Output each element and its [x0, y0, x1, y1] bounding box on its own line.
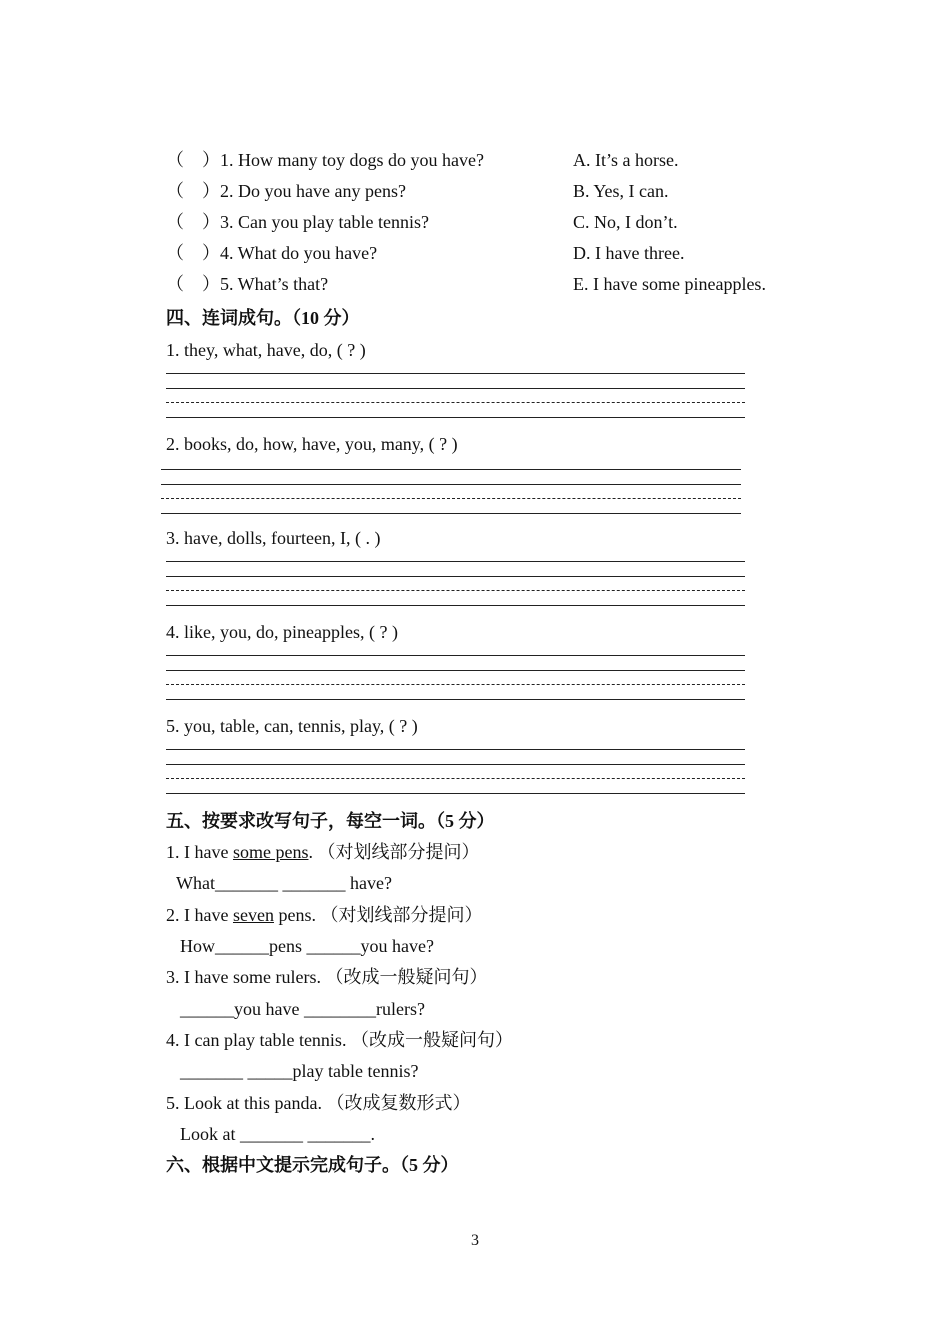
question-text: 2. Do you have any pens? — [220, 181, 406, 201]
writing-line-bottom[interactable] — [166, 417, 745, 418]
section-5-title: 五、按要求改写句子，每空一词。（5 分） — [166, 811, 495, 831]
writing-line[interactable] — [161, 484, 741, 485]
answer-parentheses[interactable]: （ ） — [166, 243, 220, 263]
word-order-item-4: 4. like, you, do, pineapples, ( ? ) — [166, 622, 398, 642]
section-4-title: 四、连词成句。（10 分） — [166, 308, 360, 328]
underlined-phrase: seven — [232, 905, 274, 925]
word-order-item-1: 1. they, what, have, do, ( ? ) — [166, 340, 366, 360]
writing-line-top[interactable] — [166, 373, 745, 374]
rewrite-question-3: 3. I have some rulers. （改成一般疑问句） — [166, 967, 488, 987]
question-text: 1. I have — [166, 842, 233, 862]
question-text: 1. How many toy dogs do you have? — [220, 150, 484, 170]
rewrite-question-2 — [166, 904, 482, 926]
question-text: 2. I have — [166, 905, 233, 925]
rewrite-answer-1[interactable]: What_______ _______ have? — [176, 873, 392, 893]
matching-answer-a: A. It’s a horse. — [573, 150, 679, 170]
question-text: 5. What’s that? — [220, 274, 329, 294]
question-instruction: . （对划线部分提问） — [308, 842, 480, 862]
question-instruction: pens. （对划线部分提问） — [273, 905, 483, 925]
writing-line[interactable] — [166, 388, 745, 389]
writing-line-top[interactable] — [166, 749, 745, 750]
rewrite-question-5: 5. Look at this panda. （改成复数形式） — [166, 1093, 471, 1113]
writing-line-dashed[interactable] — [166, 778, 745, 779]
writing-line-dashed[interactable] — [166, 590, 745, 591]
underlined-phrase: some pens — [232, 842, 309, 862]
matching-question-4 — [166, 242, 377, 264]
rewrite-question-1 — [166, 841, 479, 863]
rewrite-question-4: 4. I can play table tennis. （改成一般疑问句） — [166, 1030, 513, 1050]
matching-question-2 — [166, 180, 406, 202]
answer-parentheses[interactable]: （ ） — [166, 181, 220, 201]
matching-question-5 — [166, 273, 328, 295]
matching-question-3 — [166, 211, 429, 233]
answer-parentheses[interactable]: （ ） — [166, 212, 220, 232]
writing-line-bottom[interactable] — [166, 605, 745, 606]
writing-line[interactable] — [166, 670, 745, 671]
answer-parentheses[interactable]: （ ） — [166, 150, 220, 170]
writing-line-bottom[interactable] — [166, 793, 745, 794]
writing-line-bottom[interactable] — [161, 513, 741, 514]
word-order-item-3: 3. have, dolls, fourteen, I, ( . ) — [166, 528, 381, 548]
matching-answer-b: B. Yes, I can. — [573, 181, 669, 201]
page-number: 3 — [471, 1232, 479, 1249]
writing-line-dashed[interactable] — [166, 684, 745, 685]
matching-answer-e: E. I have some pineapples. — [573, 274, 766, 294]
rewrite-answer-5[interactable]: Look at _______ _______. — [180, 1124, 375, 1144]
writing-line-bottom[interactable] — [166, 699, 745, 700]
rewrite-answer-2[interactable]: How______pens ______you have? — [180, 936, 434, 956]
question-text: 3. Can you play table tennis? — [220, 212, 429, 232]
writing-line-top[interactable] — [166, 561, 745, 562]
matching-answer-c: C. No, I don’t. — [573, 212, 678, 232]
writing-line-top[interactable] — [166, 655, 745, 656]
answer-parentheses[interactable]: （ ） — [166, 274, 220, 294]
writing-line-dashed[interactable] — [161, 498, 741, 499]
writing-line[interactable] — [166, 764, 745, 765]
rewrite-answer-4[interactable]: _______ _____play table tennis? — [180, 1061, 419, 1081]
question-text: 4. What do you have? — [220, 243, 378, 263]
writing-line-dashed[interactable] — [166, 402, 745, 403]
word-order-item-5: 5. you, table, can, tennis, play, ( ? ) — [166, 716, 418, 736]
writing-line[interactable] — [166, 576, 745, 577]
writing-line-top[interactable] — [161, 469, 741, 470]
matching-answer-d: D. I have three. — [573, 243, 685, 263]
word-order-item-2: 2. books, do, how, have, you, many, ( ? ) — [166, 434, 458, 454]
section-6-title: 六、根据中文提示完成句子。（5 分） — [166, 1155, 459, 1175]
matching-question-1 — [166, 149, 484, 171]
rewrite-answer-3[interactable]: ______you have ________rulers? — [180, 999, 425, 1019]
